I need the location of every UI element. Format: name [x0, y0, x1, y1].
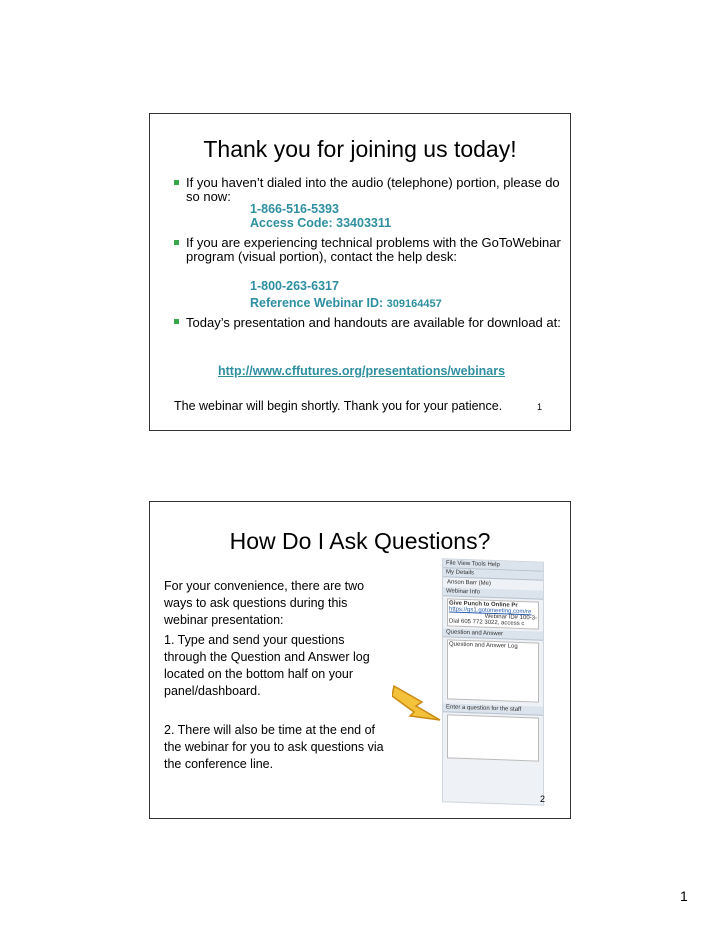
panel-question-input-label: Enter a question for the staff: [443, 703, 543, 715]
panel-webinar-details: Give Punch to Online Pr https://gs1.gotomeeting.com/re Webinar ID# 100-3- Dial 605 772 3022, access c: [447, 598, 539, 629]
footer-note: The webinar will begin shortly. Thank you for your patience.: [174, 399, 503, 413]
slide-1-title: Thank you for joining us today!: [203, 136, 517, 162]
page-number: 1: [680, 888, 688, 904]
panel-webinar-info: Webinar Info: [443, 587, 543, 599]
slide-1: [149, 113, 571, 431]
pointer-arrow-icon: [392, 682, 444, 722]
bullet-square-icon: [174, 319, 179, 324]
panel-user: Anson Barr (Me): [447, 579, 492, 587]
bullet-dial-in: If you haven’t dialed into the audio (telephone) portion, please do so now:: [186, 176, 566, 204]
phone-number-audio: 1-866-516-5393: [250, 202, 339, 216]
panel-qa-log: Question and Answer Log: [447, 639, 539, 702]
bullet-tech-support: If you are experiencing technical problems with the GoToWebinar program (visual portion), contact the help desk:: [186, 236, 566, 264]
intro-text: For your convenience, there are two ways to ask questions during this webinar presentation:: [164, 579, 365, 627]
slide-2: [149, 501, 571, 819]
bullet-square-icon: [174, 180, 179, 185]
bullet-square-icon: [174, 240, 179, 245]
panel-my-details: My Details: [443, 568, 543, 580]
slide-2-title: How Do I Ask Questions?: [229, 528, 491, 554]
panel-question-input[interactable]: [447, 714, 539, 761]
gotowebinar-panel-screenshot: [442, 558, 544, 806]
reference-webinar-id: Reference Webinar ID: 309164457: [250, 296, 442, 310]
question-method-1: 1. Type and send your questions through the Question and Answer log located on the bottom half on your panel/dashboard.: [164, 633, 370, 698]
panel-qa-header: Question and Answer: [443, 628, 543, 640]
slide-number: 1: [537, 402, 543, 412]
access-code: Access Code: 33403311: [250, 216, 392, 230]
bullet-handouts: Today’s presentation and handouts are available for download at:: [186, 313, 566, 332]
presentations-link[interactable]: http://www.cffutures.org/presentations/webinars: [218, 364, 506, 378]
slide-number: 2: [540, 794, 546, 804]
panel-menu-bar: File View Tools Help: [443, 559, 543, 571]
phone-number-helpdesk: 1-800-263-6317: [250, 279, 339, 293]
question-method-2: 2. There will also be time at the end of the webinar for you to ask questions via the conference line.: [164, 723, 384, 771]
